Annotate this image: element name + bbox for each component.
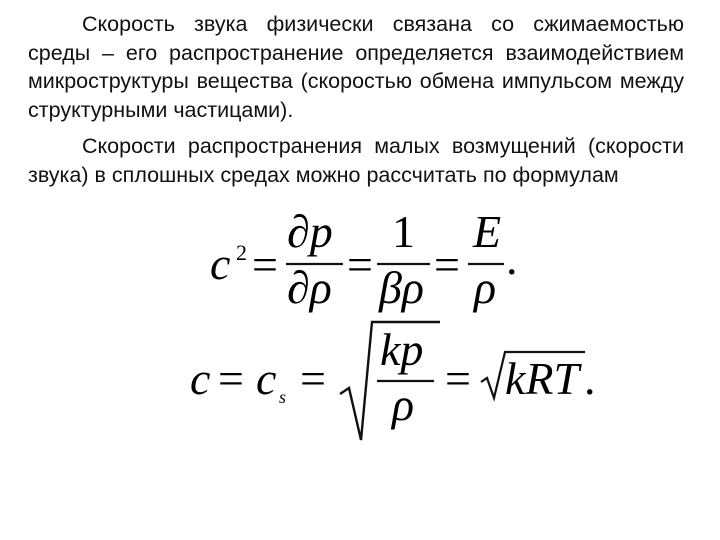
f1-eq-3: = (434, 239, 460, 290)
f1-period: . (506, 233, 518, 284)
f1-exponent: 2 (236, 240, 247, 265)
f1-eq-1: = (252, 239, 278, 290)
paragraph-sound-speed: Скорость звука физически связана со сжимаемостью среды – его распространение определяется взаимодействием микроструктуры вещества (скоростью обмена импульсом между структурными частицами). (28, 12, 684, 122)
f2-cs-subscript: s (279, 387, 287, 407)
f2-eq-3: = (445, 353, 471, 404)
f1-eq-2: = (347, 239, 373, 290)
f1-frac3-num: E (473, 206, 502, 257)
f2-root-num: kp (380, 324, 424, 375)
f2-cs: c (256, 353, 277, 404)
f1-frac1-num: ∂p (287, 206, 333, 257)
f2-eq-1: = (218, 353, 244, 404)
f1-frac2-den: βρ (379, 262, 424, 313)
f2-c: c (190, 353, 211, 404)
f2-eq-2: = (300, 353, 326, 404)
f1-frac2-num: 1 (392, 206, 415, 257)
f2-root-den: ρ (392, 379, 415, 430)
formula-2 (190, 322, 596, 440)
f1-frac3-den: ρ (474, 262, 497, 313)
f1-c: c (210, 238, 231, 289)
f2-period: . (584, 353, 596, 404)
formula-1 (210, 206, 518, 313)
f1-frac1-den: ∂ρ (287, 262, 332, 313)
paragraph-disturbances: Скорости распространения малых возмущений (скорости звука) в сплошных средах можно рассчитать по формулам (28, 134, 684, 187)
f2-root2-content: kRT (505, 353, 580, 404)
